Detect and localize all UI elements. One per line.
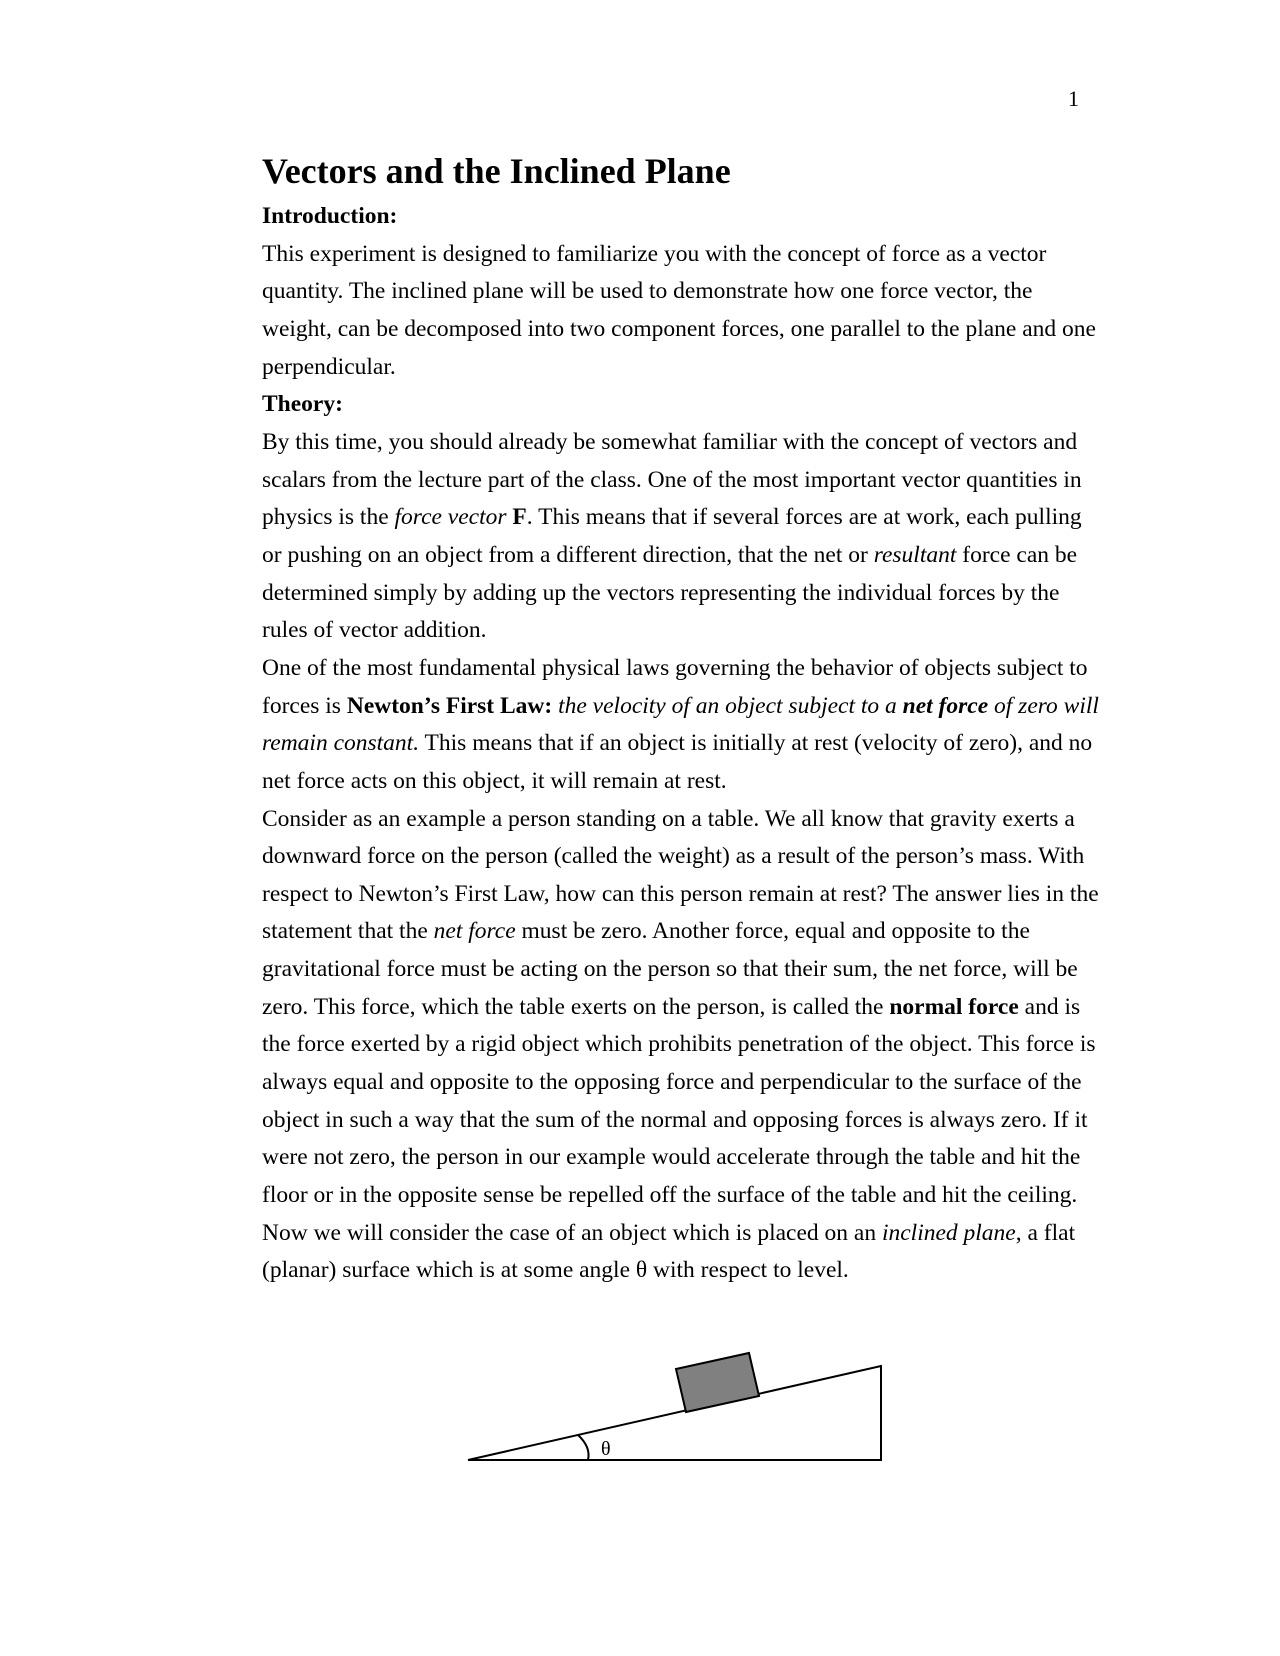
text-run: , a flat (planar) surface which is at some angle θ with respect to level. [262, 1219, 1076, 1284]
block-on-incline [676, 1353, 759, 1412]
text-run: One of the most fundamental physical laws governing the behavior of objects subject to forces is [262, 654, 1088, 719]
theory-heading: Theory: [262, 391, 343, 418]
text-run: . This means that if several forces are at work, each pulling or pushing on an object from a different direction, that the net or [262, 504, 1082, 568]
bold-normal-force: normal force [889, 993, 1019, 1020]
text-run: force can be determined simply by adding up the vectors representing the individual forces by the rules of vector addition. [262, 541, 1078, 644]
bold-force-symbol: F [512, 504, 527, 531]
inclined-plane-triangle [468, 1366, 881, 1460]
emphasis-force-vector: force vector [394, 504, 507, 531]
bold-emphasis-net-force: net force [902, 692, 989, 719]
angle-arc [578, 1435, 589, 1460]
emphasis-resultant: resultant [873, 541, 957, 568]
text-run: and is the force exerted by a rigid object which prohibits penetration of the object. This force is always equal and opposite to the opposing force and perpendicular to the surface of the object in such a way that the sum of the normal and opposing forces is always zero. If it were not zero, the person in our example would accelerate through the table and hit the floor or in the opposite sense be repelled off the surface of the table and hit the ceiling. [262, 993, 1096, 1209]
emphasis-law-statement-end: of zero will remain constant. [262, 692, 1099, 757]
text-run: Consider as an example a person standing on a table. We all know that gravity exerts a downward force on the person (called the weight) as a result of the person’s mass. With respect to Newton’s First Law, how can this person remain at rest? The answer lies in the statement that the [262, 805, 1099, 945]
text-run: This means that if an object is initially at rest (velocity of zero), and no net force acts on this object, it will remain at rest. [262, 730, 1093, 794]
text-run: Now we will consider the case of an object which is placed on an [262, 1219, 882, 1246]
introduction-heading: Introduction: [262, 203, 398, 229]
document-title: Vectors and the Inclined Plane [262, 151, 731, 191]
introduction-paragraph: This experiment is designed to familiarize you with the concept of force as a vector quantity. The inclined plane will be used to demonstrate how one force vector, the weight, can be decomposed into two component forces, one parallel to the plane and one perpendicular. [262, 240, 1096, 380]
emphasis-net-force: net force [433, 918, 516, 945]
text-run: must be zero. Another force, equal and opposite to the gravitational force must be acting on the person so that their sum, the net force, will be zero. This force, which the table exerts on the person, is called the [262, 918, 1078, 1020]
emphasis-law-statement: the velocity of an object subject to a [558, 692, 903, 719]
bold-newtons-first-law: Newton’s First Law: [346, 692, 553, 719]
emphasis-inclined-plane: inclined plane [881, 1219, 1016, 1246]
page-number: 1 [1068, 86, 1079, 111]
angle-label: θ [601, 1438, 611, 1460]
text-run: By this time, you should already be somewhat familiar with the concept of vectors and scalars from the lecture part of the class. One of the most important vector quantities in physics is the [262, 428, 1082, 531]
